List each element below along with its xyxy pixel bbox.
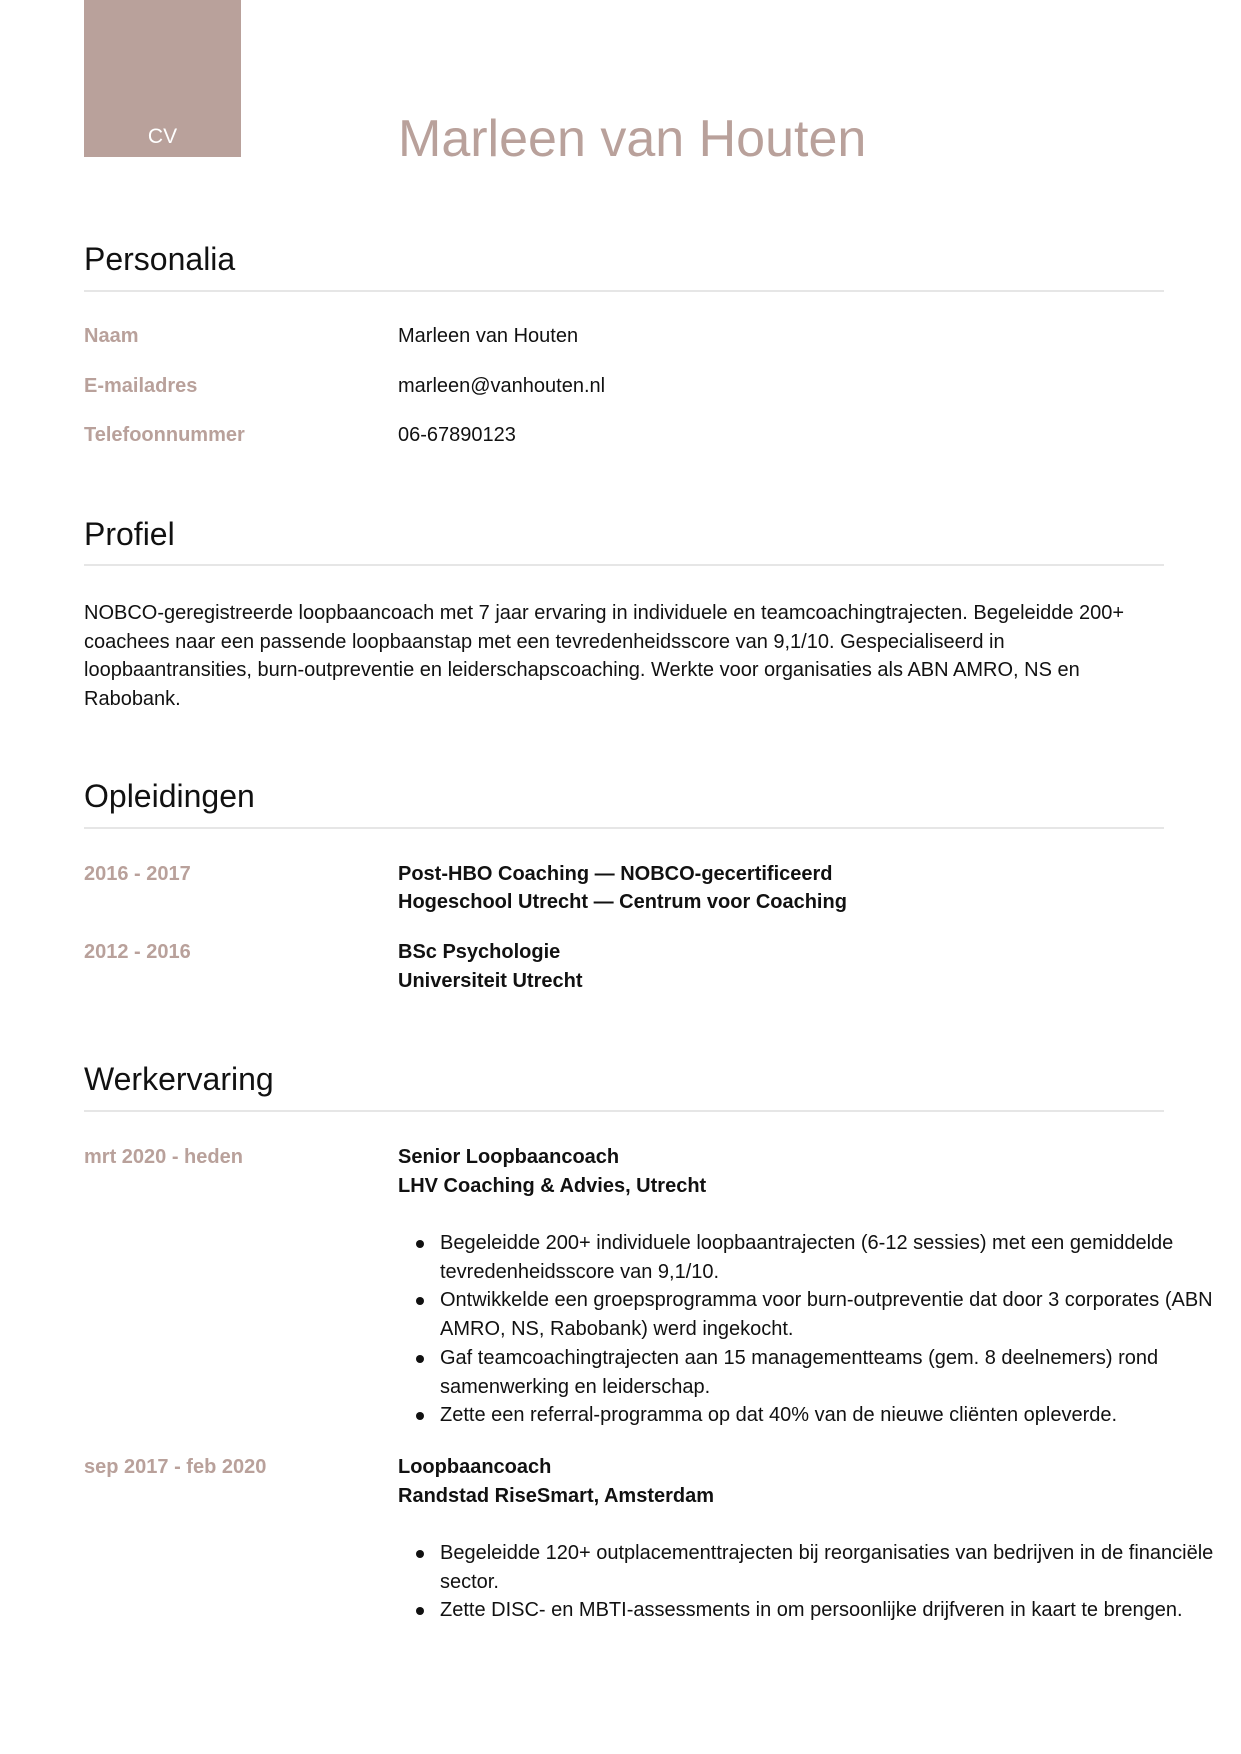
section-title-werkervaring: Werkervaring [84,1061,274,1097]
section-divider [84,290,1164,292]
list-item: Begeleidde 200+ individuele loopbaantrajecten (6-12 sessies) met een gemiddelde tevredenheidsscore van 9,1/10. [440,1229,1215,1286]
job-company: Randstad RiseSmart, Amsterdam [398,1485,715,1507]
education-period: 2012 - 2016 [84,941,191,963]
section-divider [84,827,1164,829]
job-achievements-list [398,1229,1215,1430]
job-period: sep 2017 - feb 2020 [84,1456,267,1478]
list-item: Gaf teamcoachingtrajecten aan 15 managementteams (gem. 8 deelnemers) rond samenwerking en leiderschap. [440,1344,1215,1401]
job-period: mrt 2020 - heden [84,1146,243,1168]
education-period: 2016 - 2017 [84,863,191,885]
section-divider [84,1110,1164,1112]
list-item: Begeleidde 120+ outplacementtrajecten bij reorganisaties van bedrijven in de financiële sector. [440,1539,1215,1596]
section-divider [84,564,1164,566]
job-achievements-list [398,1539,1215,1625]
education-degree: BSc Psychologie [398,941,561,963]
job-role: Loopbaancoach [398,1456,552,1478]
job-company: LHV Coaching & Advies, Utrecht [398,1175,707,1197]
list-item: Ontwikkelde een groepsprogramma voor burn-outpreventie dat door 3 corporates (ABN AMRO, NS, Rabobank) werd ingekocht. [440,1286,1215,1343]
label-naam: Naam [84,325,139,347]
education-degree: Post-HBO Coaching — NOBCO-gecertificeerd [398,863,833,885]
list-item: Zette een referral-programma op dat 40% van de nieuwe cliënten opleverde. [440,1401,1215,1430]
section-title-personalia: Personalia [84,241,236,277]
cv-label: CV [147,125,178,148]
section-title-opleidingen: Opleidingen [84,778,255,814]
label-email: E-mailadres [84,375,198,397]
job-role: Senior Loopbaancoach [398,1146,620,1168]
page-title: Marleen van Houten [398,110,867,168]
label-telefoon: Telefoonnummer [84,424,245,446]
value-email: marleen@vanhouten.nl [398,375,606,397]
section-title-profiel: Profiel [84,516,175,552]
list-item: Zette DISC- en MBTI-assessments in om persoonlijke drijfveren in kaart te brengen. [440,1596,1215,1625]
value-telefoon: 06-67890123 [398,424,516,446]
value-naam: Marleen van Houten [398,325,579,347]
profile-summary: NOBCO-geregistreerde loopbaancoach met 7 jaar ervaring in individuele en teamcoachingtrajecten. Begeleidde 200+ coachees naar een passende loopbaanstap met een tevredenheidsscore van 9,1/10. Gespecialiseerd in loopbaantransities, burn-outpreventie en leiderschapscoaching. Werkte voor organisaties als ABN AMRO, NS en Rabobank. [84,602,1125,711]
education-institution: Universiteit Utrecht [398,970,583,992]
cv-badge [84,0,241,157]
education-institution: Hogeschool Utrecht — Centrum voor Coaching [398,891,847,913]
